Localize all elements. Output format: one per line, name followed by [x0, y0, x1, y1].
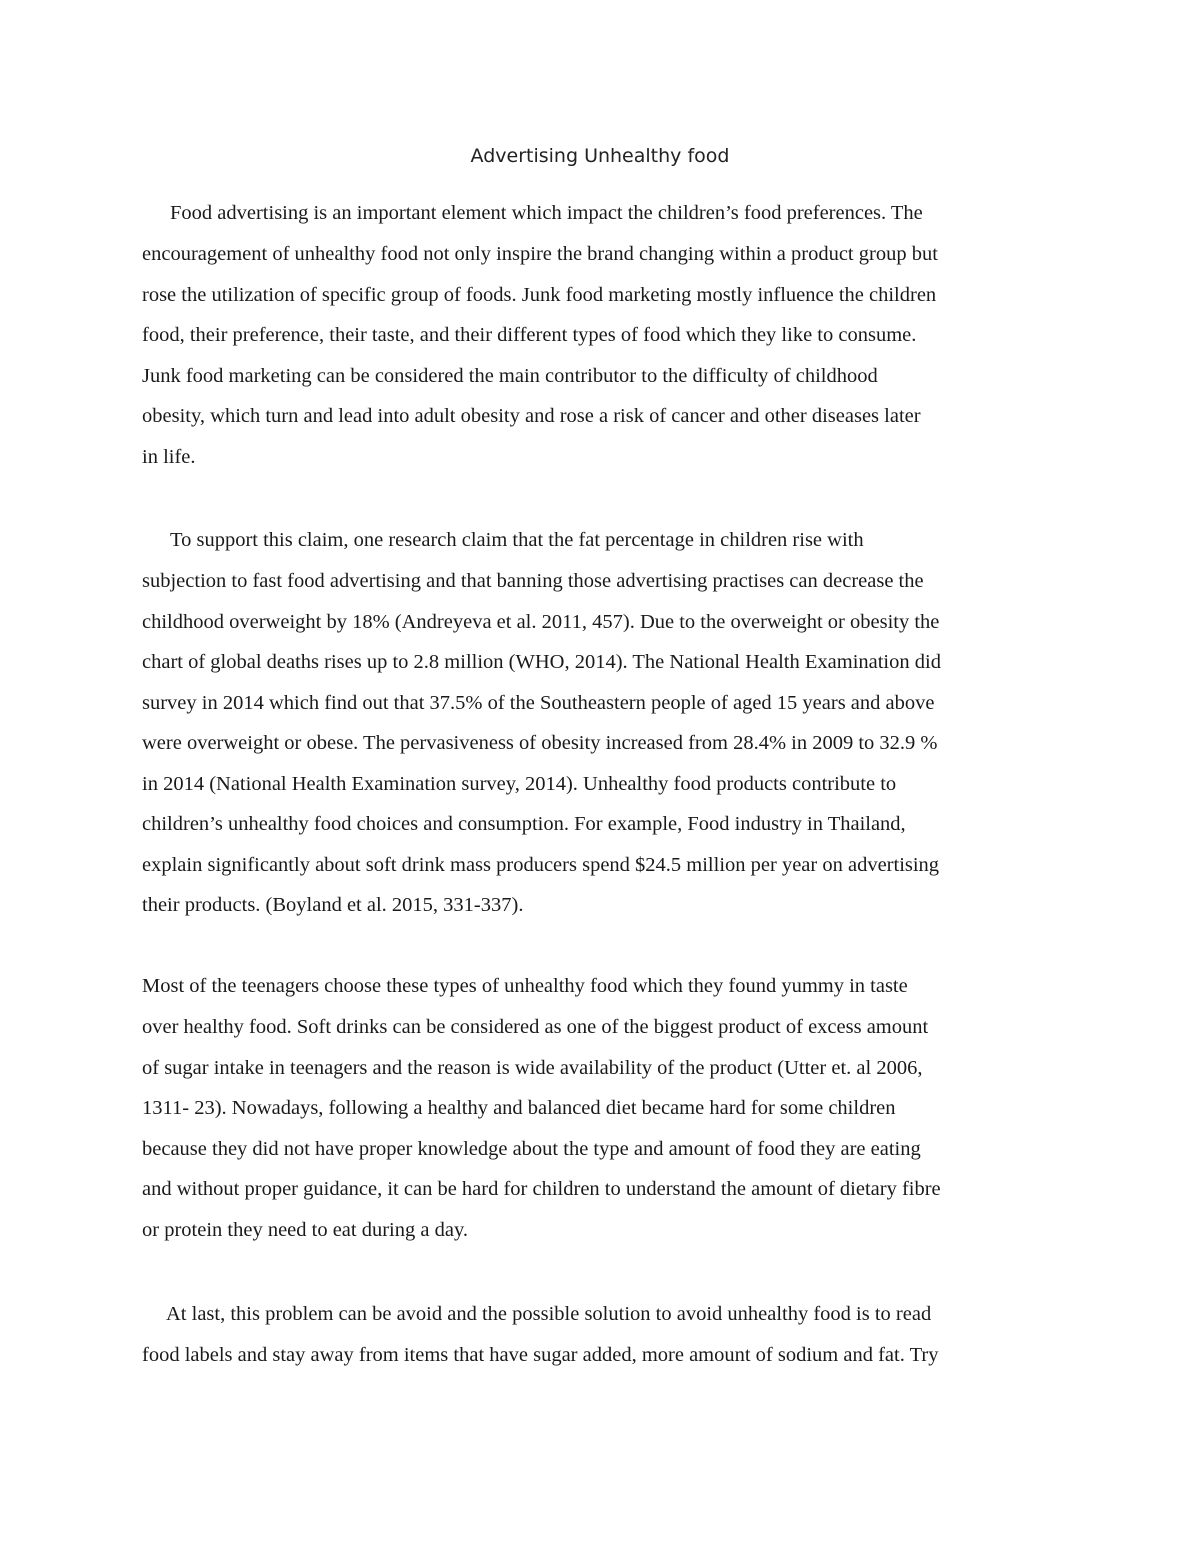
paragraph-1-line-1: Food advertising is an important element which impact the children’s food preferences. The [170, 202, 923, 224]
paragraph-4-line-1: At last, this problem can be avoid and the possible solution to avoid unhealthy food is to read [166, 1303, 932, 1325]
paragraph-2-line-9: explain significantly about soft drink mass producers spend $24.5 million per year on advertising [142, 854, 940, 876]
paragraph-3-line-1: Most of the teenagers choose these types of unhealthy food which they found yummy in taste [142, 975, 908, 997]
paragraph-1-line-3: rose the utilization of specific group of foods. Junk food marketing mostly influence the children [142, 284, 937, 306]
paragraph-2-line-7: in 2014 (National Health Examination survey, 2014). Unhealthy food products contribute to [142, 773, 897, 795]
paragraph-1-line-7: in life. [142, 446, 196, 468]
paragraph-3-line-5: because they did not have proper knowledge about the type and amount of food they are eating [142, 1138, 921, 1160]
paragraph-3-line-4: 1311- 23). Nowadays, following a healthy and balanced diet became hard for some children [142, 1097, 896, 1119]
paragraph-1-line-2: encouragement of unhealthy food not only inspire the brand changing within a product group but [142, 243, 938, 265]
paragraph-4-line-2: food labels and stay away from items that have sugar added, more amount of sodium and fat. Try [142, 1344, 939, 1366]
paragraph-3-line-6: and without proper guidance, it can be hard for children to understand the amount of dietary fibre [142, 1178, 941, 1200]
document-title: Advertising Unhealthy food [470, 145, 730, 167]
paragraph-3-line-2: over healthy food. Soft drinks can be considered as one of the biggest product of excess amount [142, 1016, 929, 1038]
paragraph-2-line-8: children’s unhealthy food choices and consumption. For example, Food industry in Thailand, [142, 813, 906, 835]
paragraph-1-line-4: food, their preference, their taste, and their different types of food which they like to consume. [142, 324, 917, 346]
paragraph-3-line-3: of sugar intake in teenagers and the reason is wide availability of the product (Utter et. al 2006, [142, 1057, 923, 1079]
paragraph-2-line-4: chart of global deaths rises up to 2.8 million (WHO, 2014). The National Health Examination did [142, 651, 941, 673]
paragraph-2-line-1: To support this claim, one research claim that the fat percentage in children rise with [170, 529, 864, 551]
paragraph-2-line-10: their products. (Boyland et al. 2015, 331-337). [142, 894, 524, 916]
paragraph-2-line-5: survey in 2014 which find out that 37.5% of the Southeastern people of aged 15 years and above [142, 692, 935, 714]
paragraph-1-line-6: obesity, which turn and lead into adult obesity and rose a risk of cancer and other diseases later [142, 405, 921, 427]
paragraph-1-line-5: Junk food marketing can be considered the main contributor to the difficulty of childhood [142, 365, 878, 387]
paragraph-3-line-7: or protein they need to eat during a day. [142, 1219, 468, 1241]
paragraph-2-line-2: subjection to fast food advertising and that banning those advertising practises can decrease the [142, 570, 924, 592]
paragraph-2-line-6: were overweight or obese. The pervasiveness of obesity increased from 28.4% in 2009 to 32.9 % [142, 732, 938, 754]
paragraph-2-line-3: childhood overweight by 18% (Andreyeva et al. 2011, 457). Due to the overweight or obesity the [142, 611, 940, 633]
